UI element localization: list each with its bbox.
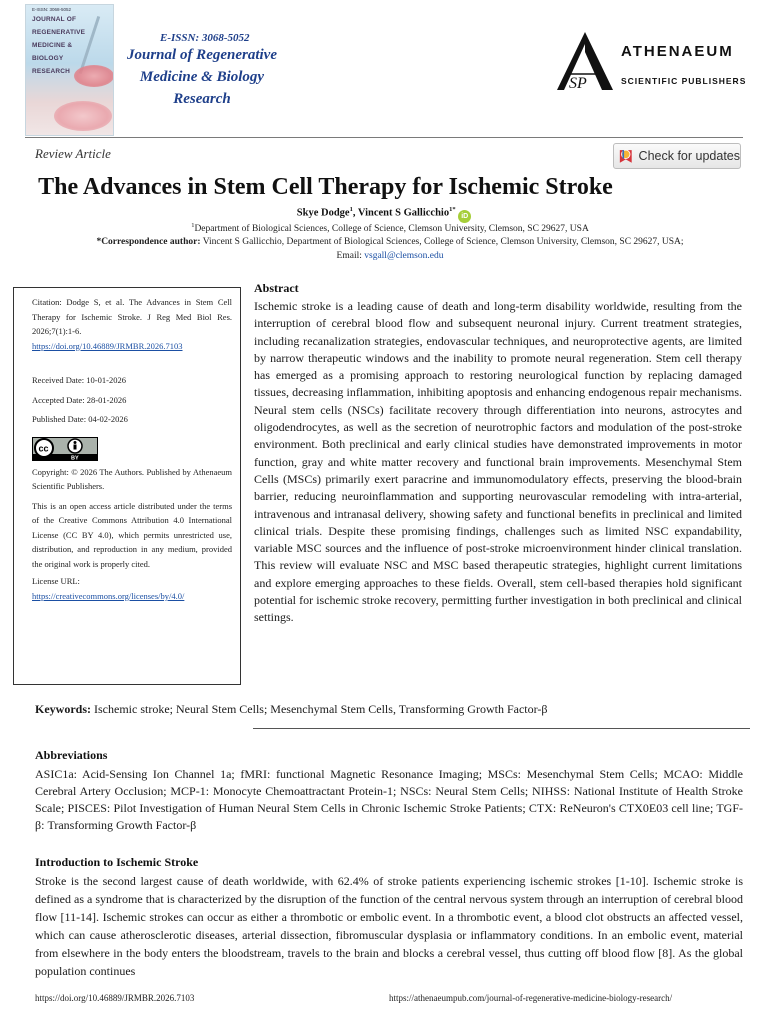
crossmark-icon — [619, 147, 633, 165]
citation-text: Citation: Dodge S, et al. The Advances in Stem Cell Therapy for Ischemic Stroke. J Reg Med Biol Res. 2026;7(1):1-6. — [32, 297, 232, 336]
cc-by-license-icon[interactable] — [32, 437, 98, 461]
article-type: Review Article — [35, 146, 111, 161]
abstract-text: Ischemic stroke is a leading cause of death and long-term disability worldwide, resulting from the interruption of cerebral blood flow and subsequent neuronal injury. Current treatment strategies, including recanalization strategies, endovascular techniques, and neuroprotective agents, are limited by narrow therapeutic windows and the inability to promote neural regeneration. Stem cell therapy has emerged as a promising approach to restoring neurological function by replacing damaged tissues, decreasing inflammation, inhibiting apoptosis and enhancing endogenous repair mechanisms. Neural stem cells (NSCs) facilitate recovery through differentiation into neurons, astrocytes and oligodendrocytes, as well as the secretion of neurotrophic factors and modulation of the post-stroke environment. Both preclinical and early clinical studies have demonstrated improvements in motor function, gray and white matter recovery and functional brain improvements. Mesenchymal Stem Cells (MSCs) primarily exert paracrine and immunomodulatory effects, preserving the blood-brain barrier, reducing neuroinflammation and supporting neurovascular remodeling with intra-arterial, intravenous and intranasal delivery, showing safety and functional benefits in preclinical and limited clinical trials. Despite these promising findings, challenges such as limited NSC expandability, variable MSC sources and the influence of post-stroke microenvironment hinder clinical translation. This review will evaluate NSC and MSC based therapeutic strategies, highlight current limitations and explore emerging approaches to these fields. Overall, stem cell-based therapies hold significant potential for ischemic stroke recovery, permitting further investigation in both preclinical and clinical settings. — [254, 299, 742, 625]
cover-petri-dish-graphic — [54, 101, 112, 131]
author-name: Vincent S Gallicchio — [357, 207, 450, 219]
cover-issn: E-ISSN: 3068-5052 — [32, 7, 72, 12]
svg-text:BY: BY — [71, 455, 79, 461]
author-list: Skye Dodge$^1$, Vincent S Gallicchio$^{1*}$ iD — [0, 206, 768, 223]
check-for-updates-button[interactable] — [613, 143, 741, 169]
footer-doi-link[interactable]: https://doi.org/10.46889/JRMBR.2026.7103 — [35, 993, 195, 1003]
abstract-heading: Abstract — [254, 281, 299, 295]
copyright-text: Copyright: © 2026 The Authors. Published by Athenaeum Scientific Publishers. — [32, 466, 232, 491]
header-divider — [25, 137, 743, 138]
publisher-name: ATHENAEUM — [621, 43, 734, 60]
correspondence-email: Email: vsgall@clemson.edu — [336, 251, 444, 261]
doi-link[interactable]: https://doi.org/10.46889/JRMBR.2026.7103 — [32, 340, 183, 351]
svg-text:cc: cc — [38, 443, 49, 453]
license-url-link[interactable]: https://creativecommons.org/licenses/by/4.0/ — [32, 590, 185, 601]
publisher-logo-icon — [555, 30, 615, 92]
footer-journal-url-link[interactable]: https://athenaeumpub.com/journal-of-regenerative-medicine-biology-research/ — [389, 993, 673, 1003]
article-info-box — [13, 287, 241, 685]
email-link[interactable]: vsgall@clemson.edu — [364, 251, 444, 261]
accepted-date: Accepted Date: 28-01-2026 — [32, 394, 127, 405]
correspondence-author: *Correspondence author: Vincent S Gallicchio, Department of Biological Sciences, College of Science, Clemson University, Clemson, SC 29627, USA; — [96, 237, 684, 247]
cover-title: JOURNAL OF REGENERATIVE MEDICINE & BIOLOGY RESEARCH — [32, 16, 86, 75]
article-title: The Advances in Stem Cell Therapy for Ischemic Stroke — [38, 174, 613, 200]
abbreviations-heading: Abbreviations — [35, 748, 108, 762]
license-url-label: License URL: — [32, 576, 80, 586]
keywords — [35, 702, 547, 717]
journal-issn: E-ISSN: 3068-5052 — [160, 32, 250, 44]
publisher-subtitle: SCIENTIFIC PUBLISHERS — [621, 76, 747, 86]
published-date: Published Date: 04-02-2026 — [32, 414, 128, 424]
publisher-logo-letters: SP — [569, 75, 587, 92]
orcid-icon[interactable]: iD — [458, 210, 471, 223]
keywords-text: Ischemic stroke; Neural Stem Cells; Mesenchymal Stem Cells, Transforming Growth Factor-β — [91, 702, 548, 716]
introduction-heading: Introduction to Ischemic Stroke — [35, 855, 199, 869]
author-name: Skye Dodge — [296, 207, 350, 219]
introduction-text: Stroke is the second largest cause of death worldwide, with 62.4% of stroke patients experiencing ischemic strokes [1-10]. Ischemic stroke is defined as a syndrome that is characterized by the disruption of the function of the central nervous system through an interruption of cerebral blood flow [11-14]. Ischemic strokes can occur as either a thrombotic or embolic event. In a thrombotic event, a blood clot obstructs an affected vessel, which can cause atherosclerotic diseases, arterial dissection, fibromuscular dysplasia or inflammatory conditions. In an embolic event, material from elsewhere in the body enters the bloodstream, travels to the brain and blocks a cerebral vessel, thus cutting off blood flow [8]. As the global population continues — [35, 874, 743, 978]
check-for-updates-label: Check for updates — [638, 149, 740, 163]
keywords-divider — [253, 728, 750, 729]
license-text: This is an open access article distributed under the terms of the Creative Commons Attribution 4.0 International License (CC BY 4.0), which permits unrestricted use, distribution, and reproduction in any medium, provided the original work is properly cited. — [32, 500, 232, 569]
received-date: Received Date: 10-01-2026 — [32, 375, 126, 385]
author-affiliation: $^1$Department of Biological Sciences, College of Science, Clemson University, Clemson, SC 29627, USA — [191, 222, 589, 235]
journal-cover-image — [25, 4, 114, 136]
journal-name: Journal of Regenerative Medicine & Biology Research — [127, 47, 277, 107]
keywords-label: Keywords: — [35, 702, 91, 716]
abbreviations-text: ASIC1a: Acid-Sensing Ion Channel 1a; fMRI: functional Magnetic Resonance Imaging; MSCs: Mesenchymal Stem Cells; MCAO: Middle Cerebral Artery Occlusion; MCP-1: Monocyte Chemoattractant Protein-1; NSCs: Neural Stem Cells; NIHSS: National Institute of Health Stroke Scale; PISCES: Pilot Investigation of Human Neural Stem Cells in Chronic Ischemic Stroke Patients; CTX: ReNeuron's CTX0E03 cell line; TGF-β: Transforming Growth Factor-β — [35, 767, 743, 832]
